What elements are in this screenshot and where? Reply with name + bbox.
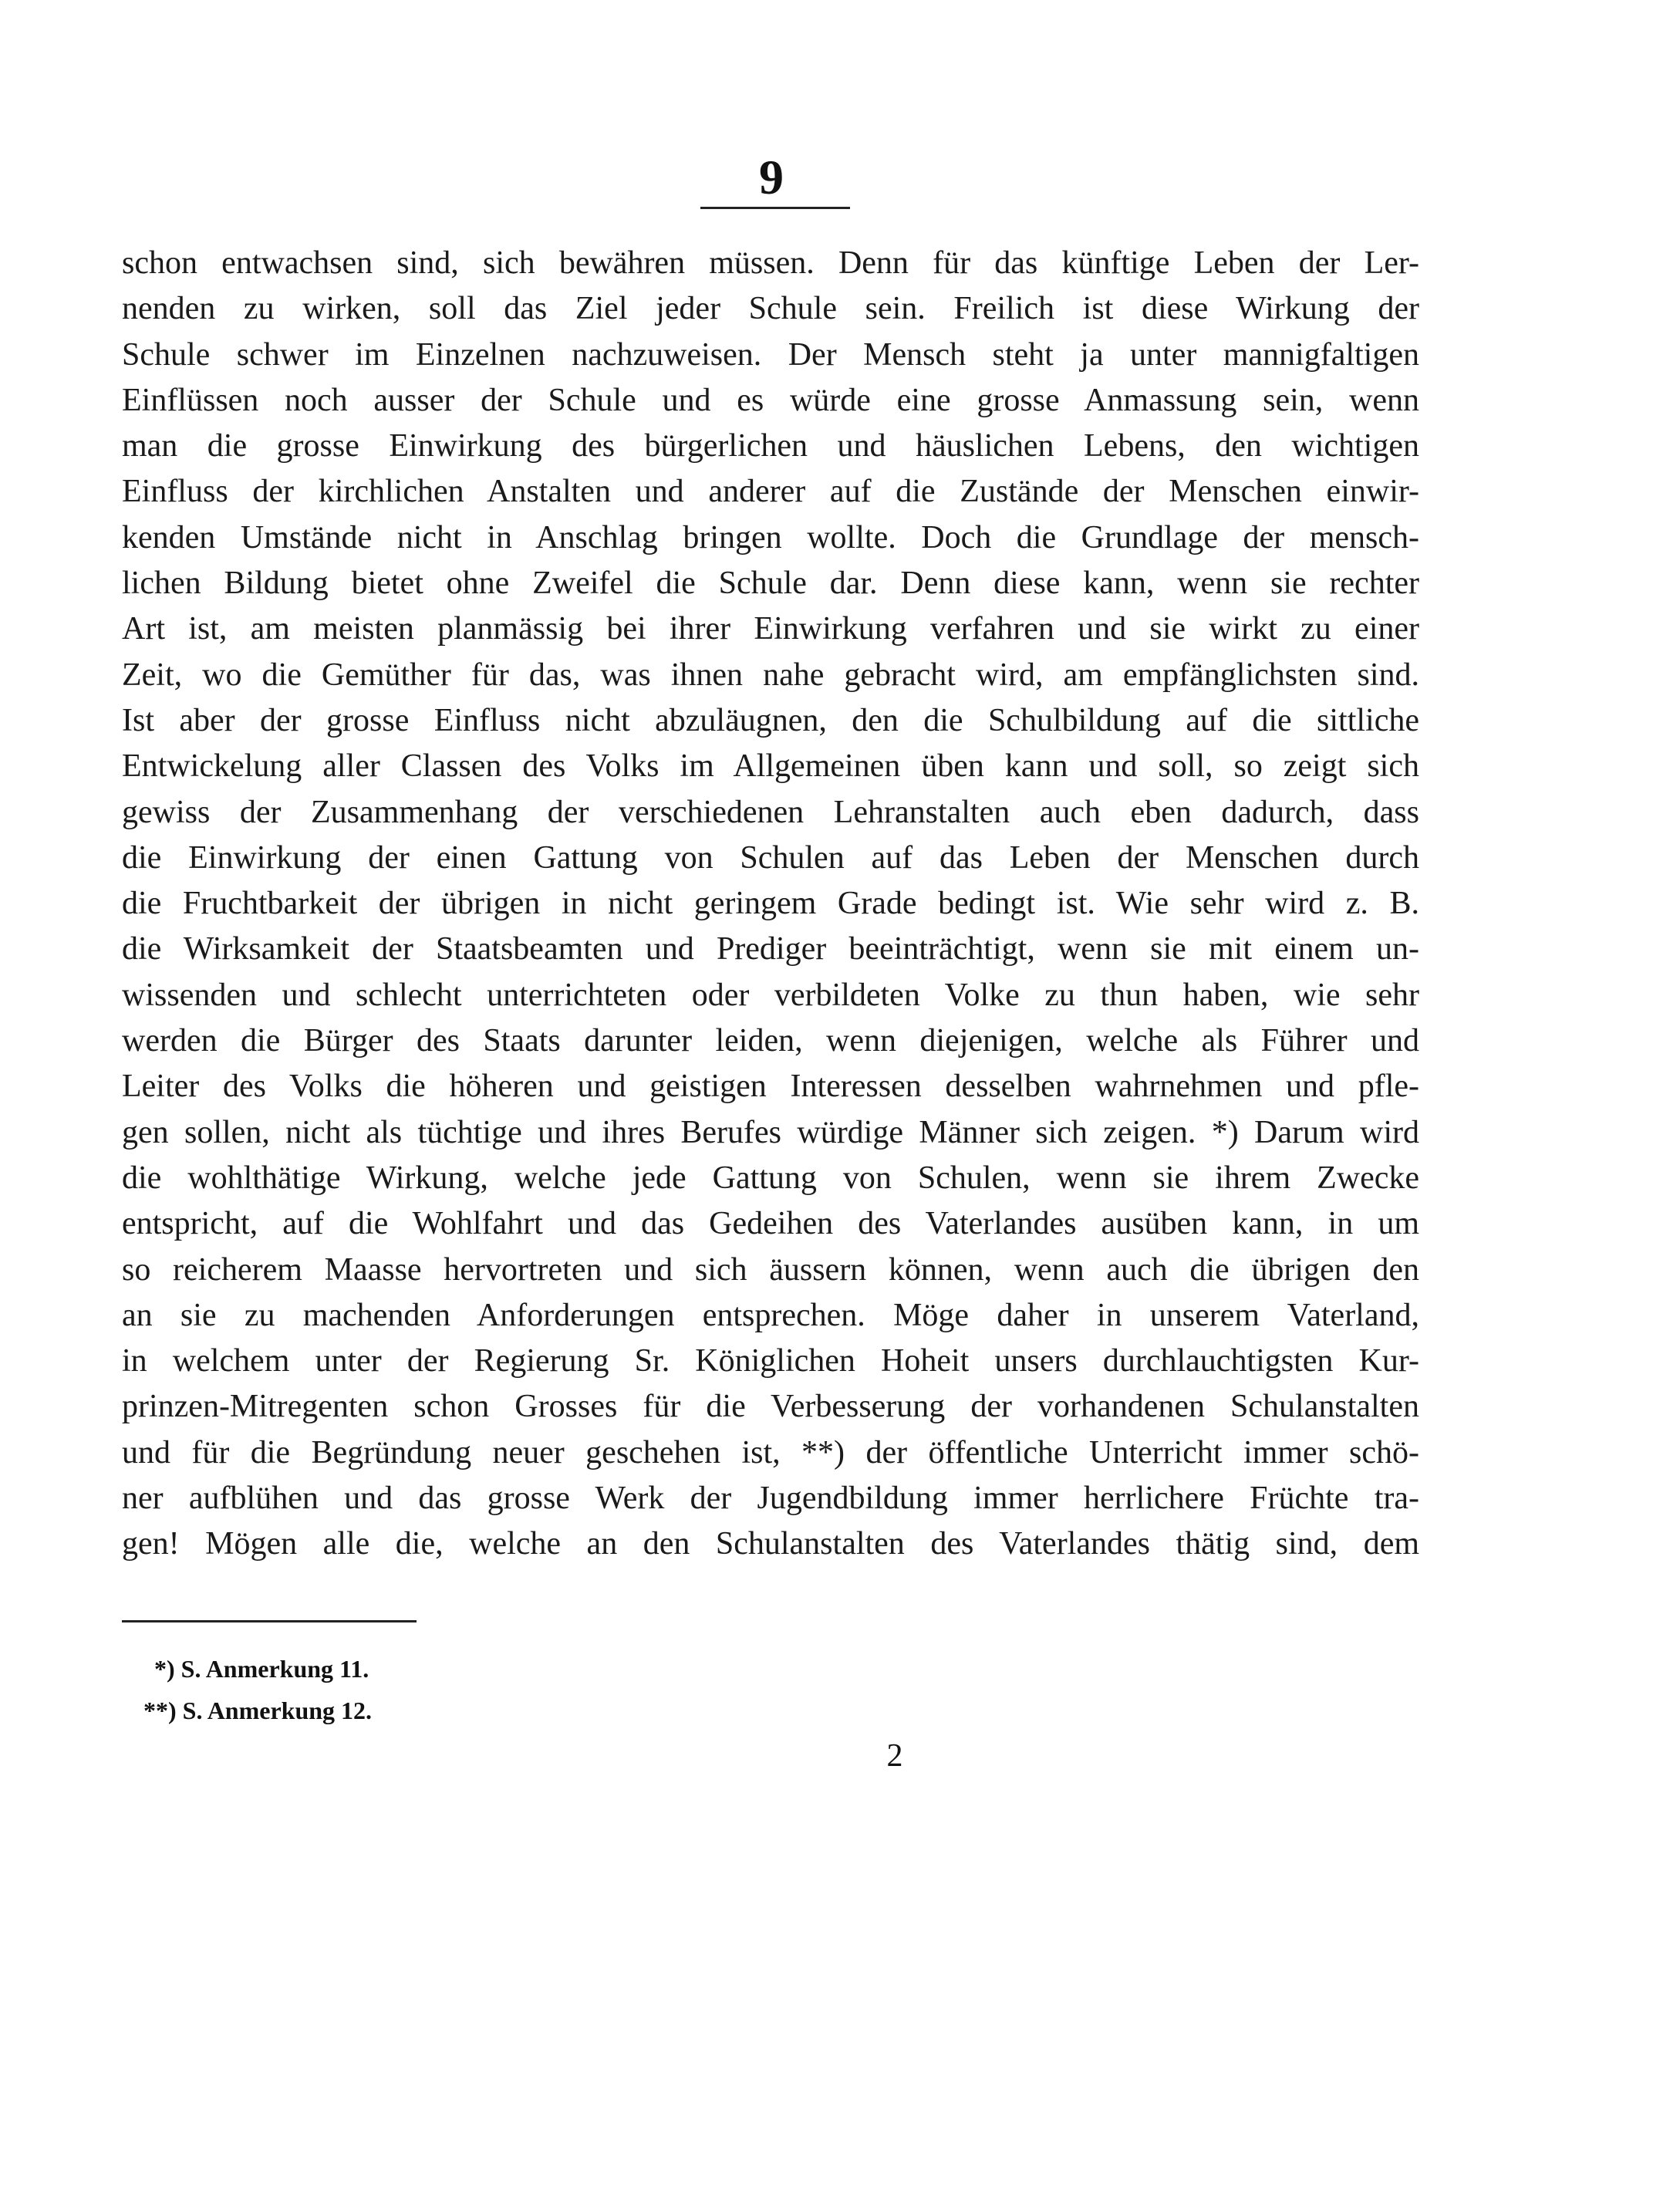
text-line: die wohlthätige Wirkung, welche jede Gattung von Schulen, wenn sie ihrem Zwecke	[122, 1160, 1419, 1196]
text-line: kenden Umstände nicht in Anschlag bringen wollte. Doch die Grundlage der mensch-	[122, 519, 1419, 555]
text-line: Ist aber der grosse Einfluss nicht abzuläugnen, den die Schulbildung auf die sittliche	[122, 702, 1419, 738]
text-line: ner aufblühen und das grosse Werk der Jugendbildung immer herrlichere Früchte tra-	[122, 1481, 1419, 1517]
text-line: gen sollen, nicht als tüchtige und ihres Berufes würdige Männer sich zeigen. *) Darum wird	[122, 1114, 1419, 1150]
text-line: prinzen-Mitregenten schon Grosses für die Verbesserung der vorhandenen Schulanstalten	[122, 1389, 1419, 1425]
footnote-rule	[122, 1620, 417, 1622]
page-number-rule	[700, 207, 850, 209]
text-line: an sie zu machenden Anforderungen entsprechen. Möge daher in unserem Vaterland,	[122, 1297, 1419, 1333]
text-line: Schule schwer im Einzelnen nachzuweisen. Der Mensch steht ja unter mannigfaltigen	[122, 336, 1419, 373]
text-line: Einfluss der kirchlichen Anstalten und anderer auf die Zustände der Menschen einwir-	[122, 474, 1419, 510]
text-line: in welchem unter der Regierung Sr. Königlichen Hoheit unsers durchlauchtigsten Kur-	[122, 1343, 1419, 1379]
text-line: lichen Bildung bietet ohne Zweifel die Schule dar. Denn diese kann, wenn sie rechter	[122, 566, 1419, 602]
signature-mark: 2	[886, 1738, 903, 1774]
text-line: werden die Bürger des Staats darunter leiden, wenn diejenigen, welche als Führer und	[122, 1023, 1419, 1059]
text-line: nenden zu wirken, soll das Ziel jeder Schule sein. Freilich ist diese Wirkung der	[122, 291, 1419, 327]
footnote-1: *) S. Anmerkung 11.	[154, 1655, 369, 1683]
text-line: Entwickelung aller Classen des Volks im Allgemeinen üben kann und soll, so zeigt sich	[122, 748, 1419, 785]
body-text	[122, 241, 1419, 1568]
text-line: wissenden und schlecht unterrichteten oder verbildeten Volke zu thun haben, wie sehr	[122, 977, 1419, 1013]
text-line: man die grosse Einwirkung des bürgerlichen und häuslichen Lebens, den wichtigen	[122, 428, 1419, 464]
text-line: entspricht, auf die Wohlfahrt und das Gedeihen des Vaterlandes ausüben kann, in um	[122, 1206, 1419, 1242]
text-line: die Fruchtbarkeit der übrigen in nicht geringem Grade bedingt ist. Wie sehr wird z. B.	[122, 886, 1419, 922]
text-line: die Einwirkung der einen Gattung von Schulen auf das Leben der Menschen durch	[122, 839, 1419, 876]
footnotes	[143, 1648, 617, 1731]
text-line: schon entwachsen sind, sich bewähren müssen. Denn für das künftige Leben der Ler-	[122, 245, 1419, 281]
text-line: Zeit, wo die Gemüther für das, was ihnen nahe gebracht wird, am empfänglichsten sind.	[122, 657, 1419, 693]
page-number: 9	[759, 150, 784, 204]
text-line: und für die Begründung neuer geschehen ist, **) der öffentliche Unterricht immer schö-	[122, 1434, 1419, 1470]
text-line: die Wirksamkeit der Staatsbeamten und Prediger beeinträchtigt, wenn sie mit einem un-	[122, 931, 1419, 967]
text-line: Einflüssen noch ausser der Schule und es würde eine grosse Anmassung sein, wenn	[122, 382, 1419, 418]
text-line: Leiter des Volks die höheren und geistigen Interessen desselben wahrnehmen und pfle-	[122, 1069, 1419, 1105]
footnote-2: **) S. Anmerkung 12.	[143, 1697, 373, 1724]
text-line: so reicherem Maasse hervortreten und sich äussern können, wenn auch die übrigen den	[122, 1251, 1419, 1288]
text-line: Art ist, am meisten planmässig bei ihrer Einwirkung verfahren und sie wirkt zu einer	[122, 611, 1419, 647]
text-line: gen! Mögen alle die, welche an den Schulanstalten des Vaterlandes thätig sind, dem	[122, 1526, 1419, 1562]
text-line: gewiss der Zusammenhang der verschiedenen Lehranstalten auch eben dadurch, dass	[122, 794, 1419, 830]
